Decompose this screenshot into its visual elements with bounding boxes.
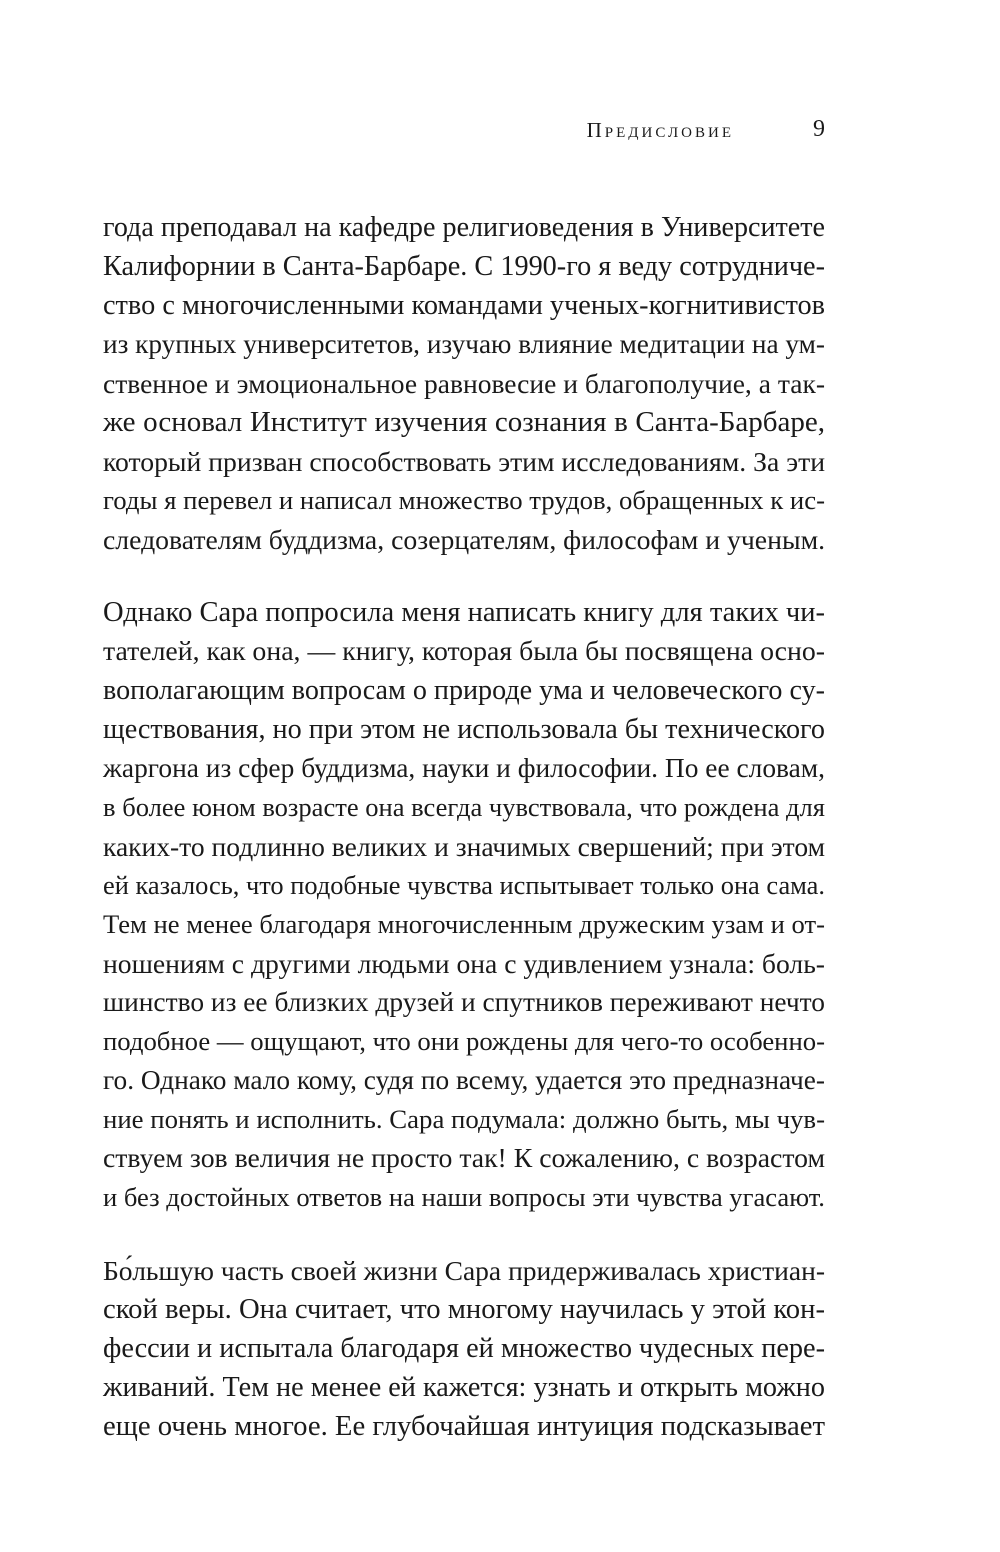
text-line: ской веры. Она считает, что многому научилась у этой кон-	[103, 1293, 825, 1325]
page-number: 9	[813, 116, 825, 142]
text-line: ношениям с другими людьми она с удивлением узнала: боль-	[103, 948, 825, 979]
text-line: и без достойных ответов на наши вопросы эти чувства угасают.	[103, 1182, 825, 1212]
text-line: ствуем зов величия не просто так! К сожалению, с возрастом	[103, 1143, 825, 1174]
text-line: еще очень многое. Ее глубочайшая интуиция подсказывает	[103, 1410, 825, 1442]
running-head	[0, 118, 1000, 158]
running-title: Предисловие	[586, 118, 734, 142]
text-line: подобное — ощущают, что они рождены для чего-то особенно-	[103, 1026, 825, 1056]
text-line: жаргона из сфер буддизма, науки и философии. По ее словам,	[103, 753, 825, 783]
text-line: го. Однако мало кому, судя по всему, удается это предназначе-	[103, 1065, 826, 1095]
text-line: ственное и эмоциональное равновесие и благополучие, а так-	[103, 368, 825, 399]
text-line: шинство из ее близких друзей и спутников переживают нечто	[103, 987, 825, 1017]
paragraph-3	[103, 1251, 825, 1446]
text-line: следователям буддизма, созерцателям, философам и ученым.	[103, 524, 826, 555]
text-line: фессии и испытала благодаря ей множество чудесных пере-	[103, 1333, 825, 1364]
text-line: ществования, но при этом не использовала бы технического	[103, 714, 825, 745]
text-line: ей казалось, что подобные чувства испытывает только она сама.	[103, 870, 825, 900]
text-line: года преподавал на кафедре религиоведения в Университете	[103, 212, 825, 243]
text-line: живаний. Тем не менее ей кажется: узнать и открыть можно	[103, 1372, 825, 1403]
text-line: из крупных университетов, изучаю влияние медитации на ум-	[103, 329, 825, 359]
body-text	[103, 208, 825, 1480]
text-line: каких-то подлинно великих и значимых свершений; при этом	[103, 831, 825, 862]
text-line: ство с многочисленными командами ученых-когнитивистов	[103, 290, 826, 321]
text-line: в более юном возрасте она всегда чувствовала, что рождена для	[103, 792, 825, 822]
text-line: вополагающим вопросам о природе ума и человеческого су-	[103, 675, 825, 706]
text-line: Однако Сара попросила меня написать книгу для таких чи-	[103, 597, 825, 628]
text-line: ние понять и исполнить. Сара подумала: должно быть, мы чув-	[103, 1104, 825, 1134]
paragraph-2	[103, 593, 825, 1217]
text-line: Бо́льшую часть своей жизни Сара придерживалась христиан-	[103, 1255, 825, 1286]
text-line: который призван способствовать этим исследованиям. За эти	[103, 446, 825, 477]
text-line: же основал Институт изучения сознания в Санта-Барбаре,	[103, 406, 825, 438]
paragraph-1	[103, 208, 825, 559]
text-line: Калифорнии в Санта-Барбаре. С 1990-го я веду сотрудниче-	[103, 251, 825, 282]
text-line: тателей, как она, — книгу, которая была бы посвящена осно-	[103, 636, 825, 667]
text-line: годы я перевел и написал множество трудов, обращенных к ис-	[103, 485, 825, 515]
text-line: Тем не менее благодаря многочисленным дружеским узам и от-	[103, 909, 825, 939]
